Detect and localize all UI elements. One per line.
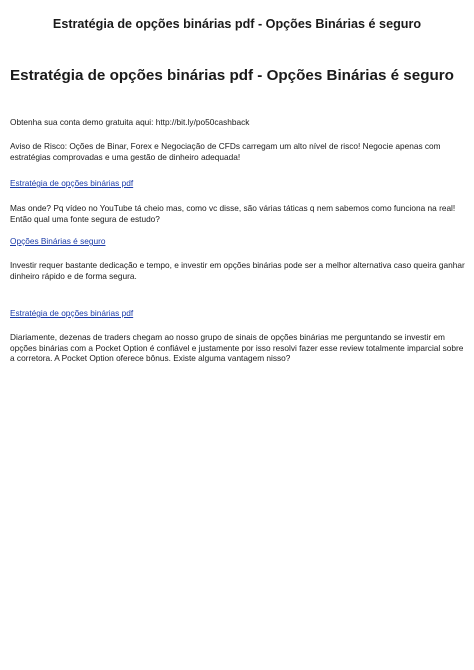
risk-warning-paragraph: Aviso de Risco: Oções de Binar, Forex e Negociação de CFDs carregam um alto nível de risco! Negocie apenas com estratégias comprovadas e uma gestão de dinheiro adequada! [10, 141, 441, 162]
pocket-option-review-paragraph: Diariamente, dezenas de traders chegam ao nosso grupo de sinais de opções binárias me perguntando se investir em opções binárias com a Pocket Option é confiável e justamente por isso resolvi fazer esse review totalmente imparcial sobre a corretora. A Pocket Option oferece bônus. Existe alguma vantagem nisso? [10, 332, 464, 364]
strategy-pdf-link-2[interactable]: Estratégia de opções binárias pdf [10, 308, 134, 318]
invest-paragraph: Investir requer bastante dedicação e tempo, e investir em opções binárias pode ser a melhor alternativa caso queira ganhar dinheiro rápido e de forma segura. [10, 260, 465, 281]
document-title: Estratégia de opções binárias pdf - Opções Binárias é seguro [10, 67, 454, 84]
demo-account-paragraph: Obtenha sua conta demo gratuita aqui: http://bit.ly/po50cashback [10, 117, 250, 127]
strategy-pdf-link[interactable]: Estratégia de opções binárias pdf [10, 178, 134, 188]
binary-options-safe-link[interactable]: Opções Binárias é seguro [10, 236, 106, 246]
question-paragraph: Mas onde? Pq vídeo no YouTube tá cheio mas, como vc disse, são várias táticas q nem sabemos como funciona na real! Então qual uma fonte segura de estudo? [10, 203, 456, 224]
page-header: Estratégia de opções binárias pdf - Opções Binárias é seguro [52, 17, 422, 31]
